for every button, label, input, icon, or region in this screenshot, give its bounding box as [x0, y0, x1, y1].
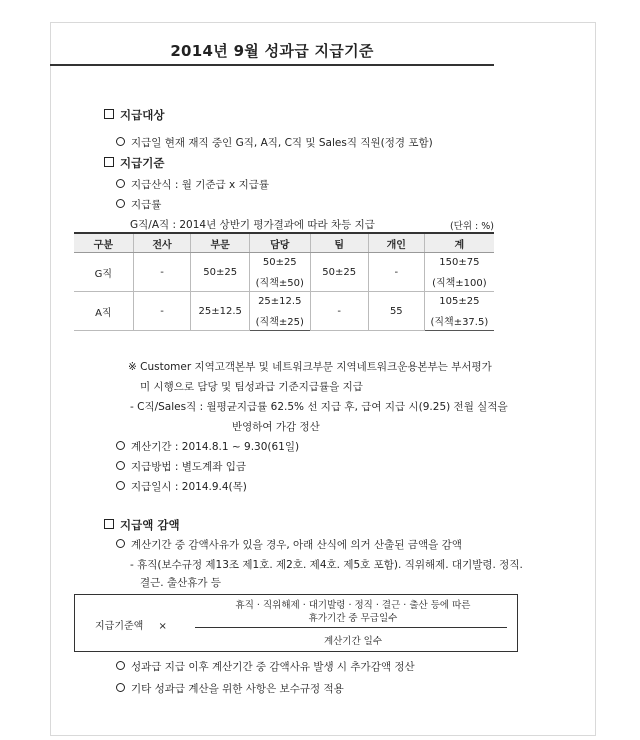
reduction-sub-2: 결근. 출산휴가 등	[140, 577, 222, 589]
formula-label: 지급기준액 ×	[95, 621, 167, 632]
pay-method: 지급방법 : 별도계좌 입금	[116, 460, 246, 474]
cell-grade: G직	[74, 253, 133, 292]
cell-total: 105±25	[424, 292, 494, 312]
header-cell: 담당	[249, 233, 310, 253]
table-header-row	[74, 233, 494, 253]
criteria-rate-sub: G직/A직 : 2014년 상반기 평가결과에 따라 차등 지급	[130, 219, 375, 231]
cell-dept: 25±12.5	[249, 292, 310, 312]
criteria-formula: 지급산식 : 월 기준급 x 지급률	[116, 178, 269, 192]
title-underline	[50, 64, 494, 66]
document-title: 2014년 9월 성과급 지급기준	[170, 42, 374, 60]
circle-bullet-icon	[116, 441, 125, 450]
cell-total-note: (직책±100)	[424, 272, 494, 292]
cell-division: 25±12.5	[191, 292, 250, 331]
circle-bullet-icon	[116, 683, 125, 692]
reduction-item-1: 계산기간 중 감액사유가 있을 경우, 아래 산식에 의거 산출된 금액을 감액	[116, 538, 462, 552]
cs-line-2: 반영하여 가감 정산	[232, 421, 320, 433]
reduction-sub-1: - 휴직(보수규정 제13조 제1호. 제2호. 제4호. 제5호 포함). 직위해제. 대기발령. 정직.	[130, 559, 523, 571]
cell-total-note: (직책±37.5)	[424, 311, 494, 331]
section-heading-target: 지급대상	[104, 108, 164, 122]
section-heading-criteria: 지급기준	[104, 156, 164, 170]
cell-grade: A직	[74, 292, 133, 331]
cell-team: -	[310, 292, 368, 331]
square-bullet-icon	[104, 519, 114, 529]
header-cell: 팀	[310, 233, 368, 253]
calc-period: 계산기간 : 2014.8.1 ~ 9.30(61일)	[116, 440, 299, 454]
reduction-item-2: 성과급 지급 이후 계산기간 중 감액사유 발생 시 추가감액 정산	[116, 660, 415, 674]
formula-numerator: 휴직 · 직위해제 · 대기발령 · 정직 · 결근 · 출산 등에 따른 휴가기간 중 무급일수	[235, 600, 471, 624]
circle-bullet-icon	[116, 179, 125, 188]
note-line-2: 미 시행으로 담당 및 팀성과급 기준지급률을 지급	[140, 381, 363, 393]
pay-date: 지급일시 : 2014.9.4(목)	[116, 480, 247, 494]
circle-bullet-icon	[116, 481, 125, 490]
header-cell: 구분	[74, 233, 133, 253]
header-cell: 부문	[191, 233, 250, 253]
formula-denominator: 계산기간 일수	[323, 636, 383, 647]
circle-bullet-icon	[116, 137, 125, 146]
target-item: 지급일 현재 재직 중인 G직, A직, C직 및 Sales직 직원(정경 포함)	[116, 136, 433, 150]
table-row	[74, 253, 494, 273]
square-bullet-icon	[104, 157, 114, 167]
cell-individual: 55	[368, 292, 424, 331]
circle-bullet-icon	[116, 661, 125, 670]
cell-dept-note: (직책±50)	[249, 272, 310, 292]
reduction-formula-box	[74, 594, 518, 652]
square-bullet-icon	[104, 109, 114, 119]
cell-team: 50±25	[310, 253, 368, 292]
circle-bullet-icon	[116, 199, 125, 208]
cell-company: -	[133, 253, 191, 292]
section-heading-reduction: 지급액 감액	[104, 518, 180, 532]
criteria-rate: 지급률	[116, 198, 161, 212]
cs-line-1: - C직/Sales직 : 월평균지급률 62.5% 선 지급 후, 급여 지급 시(9.25) 전월 실적을	[130, 401, 508, 413]
cell-company: -	[133, 292, 191, 331]
rate-table	[74, 232, 494, 331]
times-symbol: ×	[158, 621, 167, 632]
cell-individual: -	[368, 253, 424, 292]
circle-bullet-icon	[116, 461, 125, 470]
cell-dept-note: (직책±25)	[249, 311, 310, 331]
header-cell: 전사	[133, 233, 191, 253]
fraction-bar	[195, 627, 507, 628]
circle-bullet-icon	[116, 539, 125, 548]
cell-total: 150±75	[424, 253, 494, 273]
header-cell: 개인	[368, 233, 424, 253]
table-row	[74, 292, 494, 312]
cell-division: 50±25	[191, 253, 250, 292]
cell-dept: 50±25	[249, 253, 310, 273]
header-cell: 계	[424, 233, 494, 253]
note-line-1: ※ Customer 지역고객본부 및 네트워크부문 지역네트워크운용본부는 부서평가	[128, 361, 492, 373]
reduction-item-3: 기타 성과급 계산을 위한 사항은 보수규정 적용	[116, 682, 344, 696]
unit-label: (단위 : %)	[449, 221, 494, 232]
